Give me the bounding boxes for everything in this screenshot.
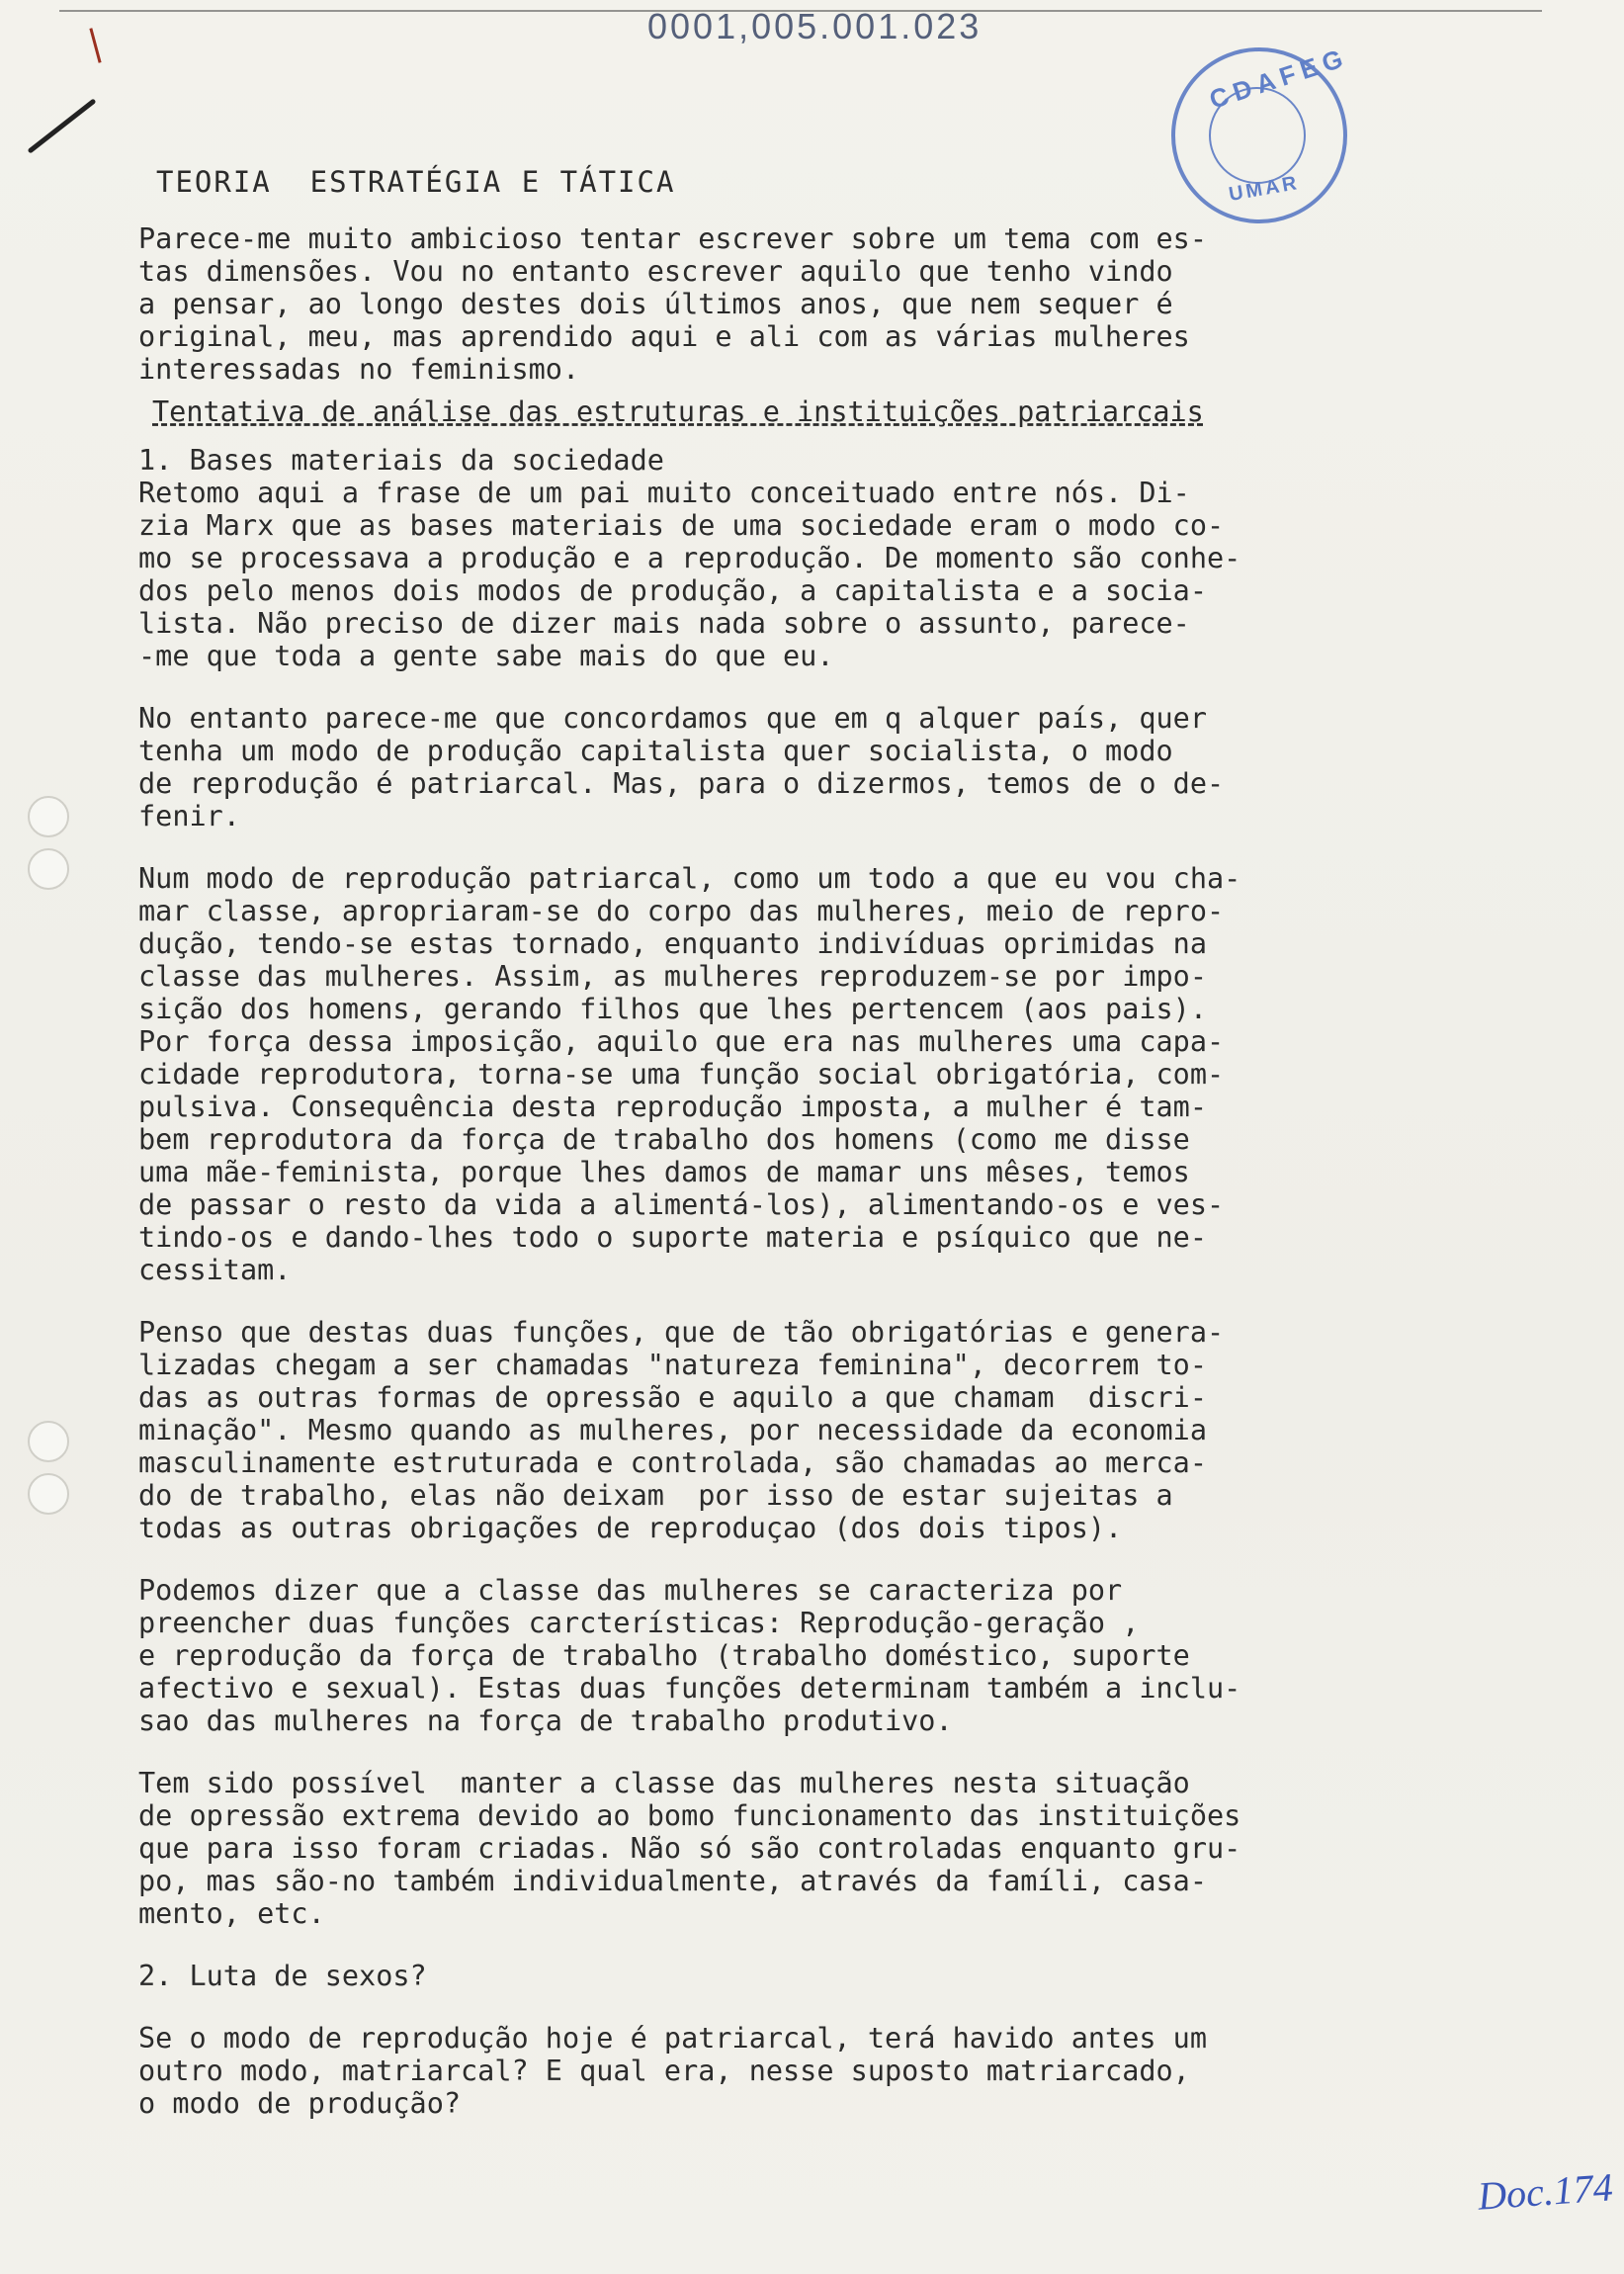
handwritten-annotation: Doc.174 (1476, 2164, 1615, 2219)
paragraph: Num modo de reprodução patriarcal, como um todo a que eu vou cha- mar classe, apropriaram-se do corpo das mulheres, meio de repro- dução, tendo-se estas tornado, enquanto indivíduas oprimidas na classe das mulheres. Assim, as mulheres reproduzem-se por impo- sição dos homens, gerando filhos que lhes pertencem (aos pais). Por força dessa imposição, aquilo que era nas mulheres uma capa- cidade reprodutora, torna-se uma função social obrigatória, com- pulsiva. Consequência desta reprodução imposta, a mulher é tam- bem reprodutora da força de trabalho dos homens (como me disse uma mãe-feminista, porque lhes damos de mamar uns mêses, temos de passar o resto da vida a alimentá-los), alimentando-os e ves- tindo-os e dando-lhes todo o suporte materia e psíquico que ne- cessitam. (138, 862, 1241, 1286)
stamp-bottom-text: UMAR (1227, 171, 1302, 207)
paragraph: Se o modo de reprodução hoje é patriarcal, terá havido antes um outro modo, matriarcal? E qual era, nesse suposto matriarcado, o modo de produção? (138, 2022, 1207, 2120)
document-body (138, 166, 1453, 2120)
paragraph: No entanto parece-me que concordamos que em q alquer país, quer tenha um modo de produção capitalista quer socialista, o modo de reprodução é patriarcal. Mas, para o dizermos, temos de o de- fenir. (138, 702, 1225, 832)
intro-paragraph: Parece-me muito ambicioso tentar escrever sobre um tema com es- tas dimensões. Vou no entanto escrever aquilo que tenho vindo a pensar, ao longo destes dois últimos anos, que nem sequer é original, meu, mas aprendido aqui e ali com as várias mulheres interessadas no feminismo. (138, 222, 1207, 386)
paragraph: Penso que destas duas funções, que de tão obrigatórias e genera- lizadas chegam a ser chamadas "natureza feminina", decorrem to- das as outras formas de opressão e aquilo a que chamam discri- minação". Mesmo quando as mulheres, por necessidade da economia masculinamente estruturada e controlada, são chamadas ao merca- do de trabalho, elas não deixam por isso de estar sujeitas a todas as outras obrigações de reproduçao (dos dois tipos). (138, 1316, 1225, 1544)
punch-hole (28, 1473, 69, 1515)
punch-hole (28, 1421, 69, 1462)
paragraph: Retomo aqui a frase de um pai muito conceituado entre nós. Di- zia Marx que as bases materiais de uma sociedade eram o modo co- mo se processava a produção e a reprodução. De momento são conhe- dos pelo menos dois modos de produção, a capitalista e a socia- lista. Não preciso de dizer mais nada sobre o assunto, parece- -me que toda a gente sabe mais do que eu. (138, 477, 1241, 672)
section-2-heading: 2. Luta de sexos? (138, 1960, 427, 1992)
archive-code: 0001,005.001.023 (647, 6, 983, 46)
pen-stroke-mark (27, 98, 96, 153)
pen-tick-mark (89, 28, 101, 63)
section-heading: Tentativa de análise das estruturas e instituições patriarcais (152, 395, 1204, 428)
section-1-heading: 1. Bases materiais da sociedade (138, 444, 664, 477)
paragraph: Tem sido possível manter a classe das mulheres nesta situação de opressão extrema devido ao bomo funcionamento das instituições que para isso foram criadas. Não só são controladas enquanto gru- po, mas são-no também individualmente, através da famíli, casa- mento, etc. (138, 1767, 1241, 1930)
document-title: TEORIA ESTRATÉGIA E TÁTICA (156, 165, 676, 199)
punch-hole (28, 848, 69, 890)
stamp-top-text: CDAFEG (1205, 42, 1352, 115)
punch-hole (28, 796, 69, 837)
paragraph: Podemos dizer que a classe das mulheres se caracteriza por preencher duas funções carcterísticas: Reprodução-geração , e reprodução da força de trabalho (trabalho doméstico, suporte afectivo e sexual). Estas duas funções determinam também a inclu- sao das mulheres na força de trabalho produtivo. (138, 1574, 1241, 1737)
